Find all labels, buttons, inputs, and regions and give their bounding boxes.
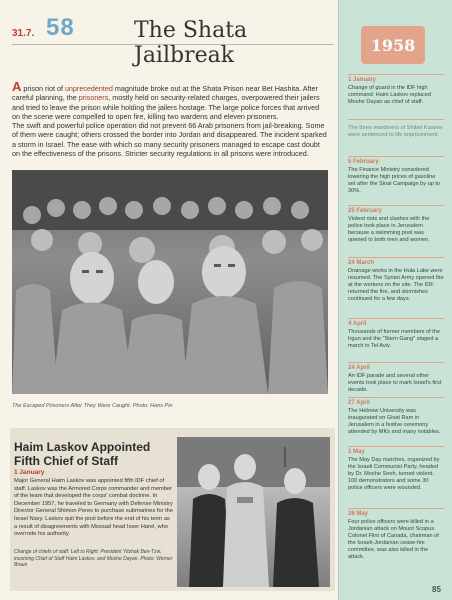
timeline-item: 27 April The Hebrew University was inaugurated on Givat Ram in Jerusalem in a festive ceremony attended by MKs and many notables. <box>348 400 441 435</box>
year-badge: 1958 <box>361 26 425 64</box>
timeline-item: 24 March Drainage works in the Hula Lake were resumed. The Syrian Army opened fire at the workers on the site. The IDF returned the fire, and skirmishes continued for a few days. <box>348 260 444 302</box>
timeline-item: 25 February Violent riots and clashes with the police took place in Jerusalem because a swimming pool was opened to both men and women. <box>348 208 430 243</box>
box-caption: Change of chiefs of staff. Left to Right: President Yitzhak Ben-Tzvi, incoming Chief of Staff Haim Laskov, and Moshe Dayan. Photo: Werner Braun <box>14 549 173 569</box>
box-title: Haim Laskov Appointed Fifth Chief of Staff <box>14 440 151 468</box>
timeline-rule <box>348 362 444 363</box>
page-title: The Shata Jailbreak <box>134 18 248 68</box>
chiefs-of-staff-illustration <box>177 437 330 587</box>
photo-caption: The Escaped Prisoners After They Were Caught. Photo: Hans Pin <box>12 403 173 409</box>
chiefs-of-staff-photo <box>177 437 330 587</box>
timeline-item: 1 January Change of guard in the IDF high command: Haim Laskov replaced Moshe Dayan as chief of staff. <box>348 77 432 105</box>
timeline-item: 26 May Four police officers were killed in a Jordanian attack on Mount Scopus. Colonel Flint of Canada, chairman of the Israeli-Jordanian cease-fire committee, was also killed in the attack. <box>348 511 439 560</box>
prisoners-photo-illustration <box>12 170 328 394</box>
timeline-item: 1 May The May Day marches, organized by the Israeli Communist Party, headed by Dr. Moshe Sneh, turned violent. 100 demonstrators and some 30 police officers were wounded. <box>348 449 440 491</box>
date-year: 58 <box>46 14 75 41</box>
page-number: 85 <box>432 585 441 594</box>
timeline-item: The three murderers of Shibel Kastner were sentenced to life imprisonment. <box>348 125 444 138</box>
timeline-rule <box>348 508 444 509</box>
timeline-rule <box>348 156 444 157</box>
drop-cap: A <box>12 79 22 94</box>
intro-paragraph: A prison riot of unprecedented magnitude broke out at the Shata Prison near Bet Hashita. After careful planning, the prisoners, mostly held on security-related charges, overpowered their jailers and tried to leave the prison while holding the jailers hostage. The large police forces that arrived on the scene were compelled to open fire, killing two wardens and eleven prisoners. The swift and powerful police operation did not prevent 66 Arab prisoners from jail-breaking. Some of them were caught; others crossed the border into Jordan and disappeared. The incident sparked a storm in Israel. The ease with which so many security prisoners managed to escape cast doubt on the effectiveness of the prisons. Stricter security regulations in all prisons were introduced. <box>12 79 327 159</box>
timeline-rule <box>348 74 444 75</box>
prisoners-photo <box>12 170 328 394</box>
date-day-month: 31.7. <box>12 28 35 39</box>
intro-paragraph-2: The swift and powerful police operation did not prevent 66 Arab prisoners from jail-breaking. Some of them were caught; others crossed the border into Jordan and disappeared. The incident sparked a storm in Israel. The ease with which so many security prisoners managed to escape cast doubt on the effectiveness of the prisons. Stricter security regulations in all prisons were introduced. <box>12 121 327 159</box>
timeline-item: 4 April Thousands of former members of the Irgun and the "Stern Gang" staged a march in Tel Aviv. <box>348 321 441 349</box>
box-text: Major General Haim Laskov was appointed fifth IDF chief of staff. Laskov was the Armored Corps commander and member of the team that developed the corps' combat doctrine. In December 1957, he traveled to Germany with Defense Ministry Director General Shimon Peres to purchase submarines for the Israel Navy. Laskov quit the post before the end of his term as a result of disagreements with Mossad head Isser Harel, who overrode his authority. <box>14 478 174 538</box>
box-date: 1 January <box>14 469 45 476</box>
timeline-rule <box>348 119 444 120</box>
timeline-rule <box>348 205 444 206</box>
timeline-rule <box>348 446 444 447</box>
timeline-rule <box>348 318 444 319</box>
timeline-item: 24 April An IDF parade and several other events took place to mark Israel's first decade. <box>348 365 442 393</box>
article-header <box>12 14 334 68</box>
timeline-item: 5 February The Finance Ministry considered lowering the high prices of gasoline set after the Sinai Campaign by up to 30%. <box>348 159 441 194</box>
timeline-rule <box>348 397 444 398</box>
timeline-rule <box>348 257 444 258</box>
